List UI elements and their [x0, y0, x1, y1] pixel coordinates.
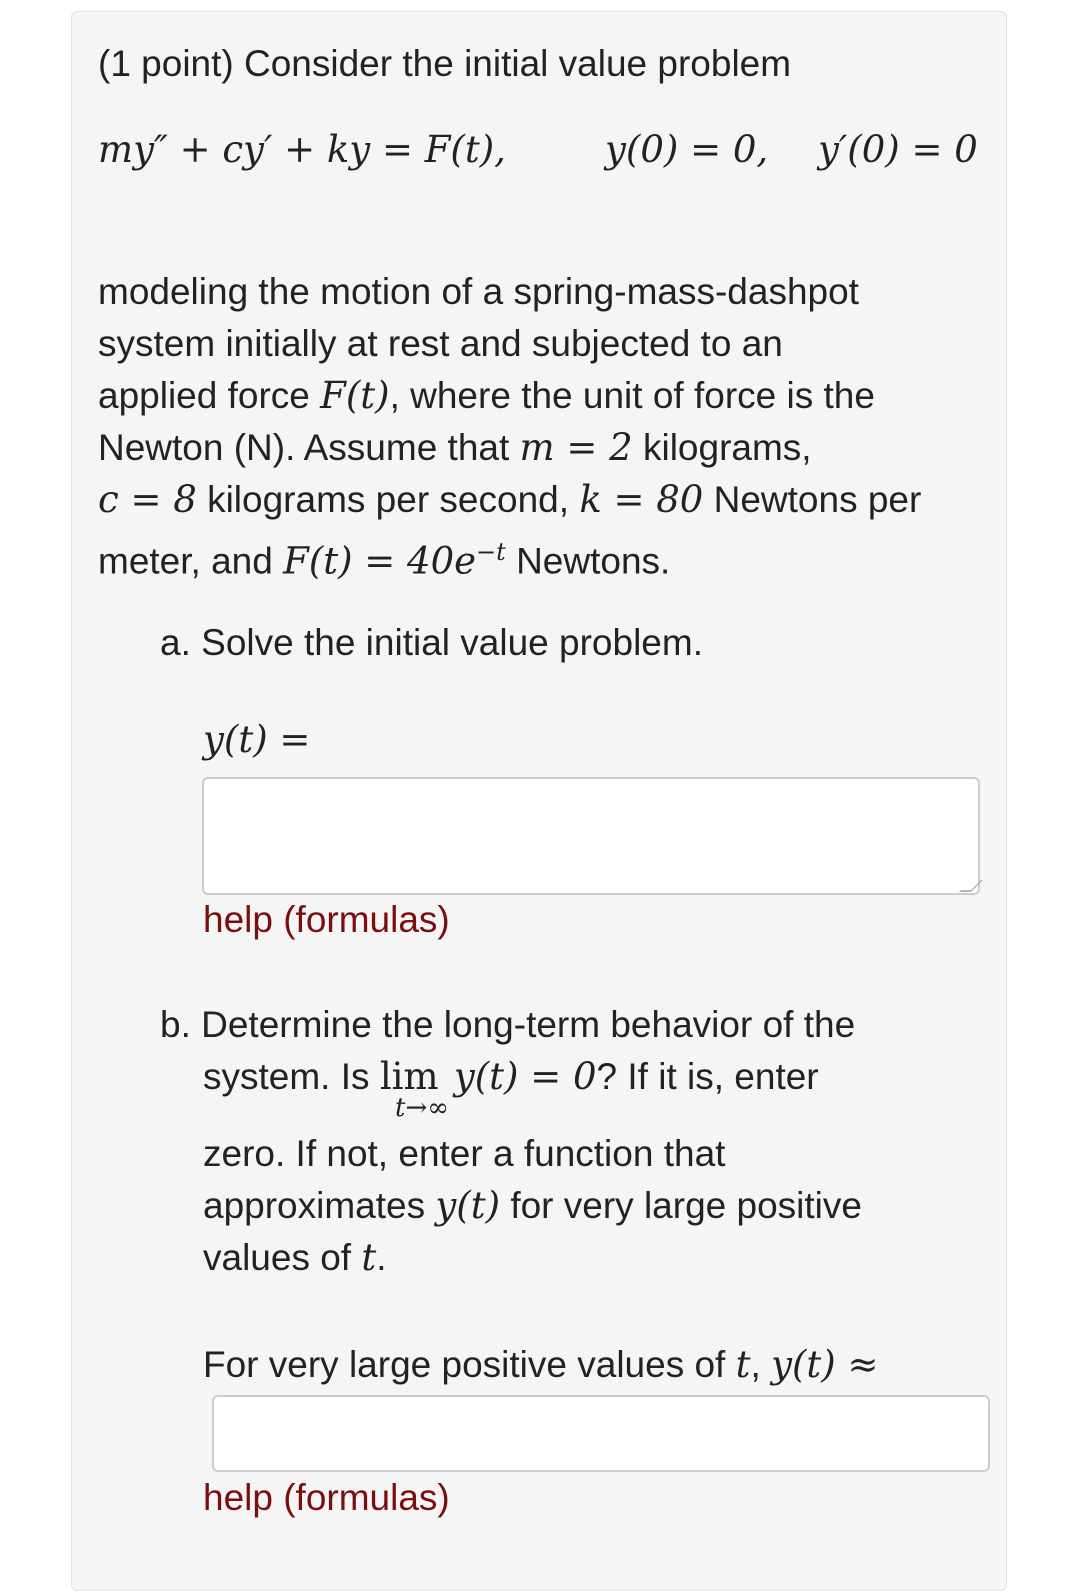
part-b-help-formulas-link[interactable]: help (formulas) — [203, 1477, 450, 1518]
limit-subscript: t→∞ — [395, 1093, 449, 1123]
initial-condition-yprime: y′(0) = 0 — [818, 128, 978, 171]
ivp-equation — [98, 128, 506, 171]
exponent: −t — [476, 538, 506, 566]
part-a-prompt: a. Solve the initial value problem. — [160, 622, 703, 663]
part-b-line-1: b. Determine the long-term behavior of the — [160, 1004, 856, 1045]
force-function: F(t) = 40e — [283, 539, 477, 583]
description-line-4: Newton (N). Assume that m = 2 kilograms, — [98, 426, 812, 469]
part-a-answer-input[interactable] — [202, 777, 980, 895]
damping-value: c = 8 — [98, 478, 197, 521]
part-a-answer-label: y(t) = — [203, 718, 311, 761]
problem-intro: (1 point) Consider the initial value problem — [98, 43, 792, 84]
force-symbol: F(t) — [320, 374, 390, 417]
part-b-line-4: approximates y(t) for very large positive — [203, 1184, 862, 1227]
mass-value: m = 2 — [519, 426, 633, 469]
description-line-3: applied force F(t), where the unit of force is the — [98, 374, 875, 417]
part-b-answer-input[interactable] — [212, 1395, 990, 1472]
initial-condition-y: y(0) = 0, — [605, 128, 769, 171]
part-a-help-formulas-link[interactable]: help (formulas) — [203, 899, 450, 940]
description-line-1: modeling the motion of a spring-mass-dashpot — [98, 271, 859, 312]
spring-constant-value: k = 80 — [579, 478, 704, 521]
description-line-5: c = 8 kilograms per second, k = 80 Newtons per — [98, 478, 922, 521]
limit-operator: lim — [379, 1055, 439, 1098]
part-b-line-5: values of t. — [203, 1236, 387, 1279]
part-b-line-3: zero. If not, enter a function that — [203, 1133, 726, 1174]
part-b-answer-label: For very large positive values of t, y(t) ≈ — [203, 1343, 879, 1386]
ode-expression: my″ + cy′ + ky = F(t), — [98, 128, 506, 171]
description-line-2: system initially at rest and subjected to an — [98, 323, 783, 364]
part-b-line-2: system. Is lim y(t) = 0? If it is, enter — [203, 1051, 819, 1103]
limit-expression: y(t) = 0 — [453, 1055, 597, 1098]
description-line-6: meter, and $F(t) = 40e^{-t}$ Newtons. — [98, 538, 671, 583]
